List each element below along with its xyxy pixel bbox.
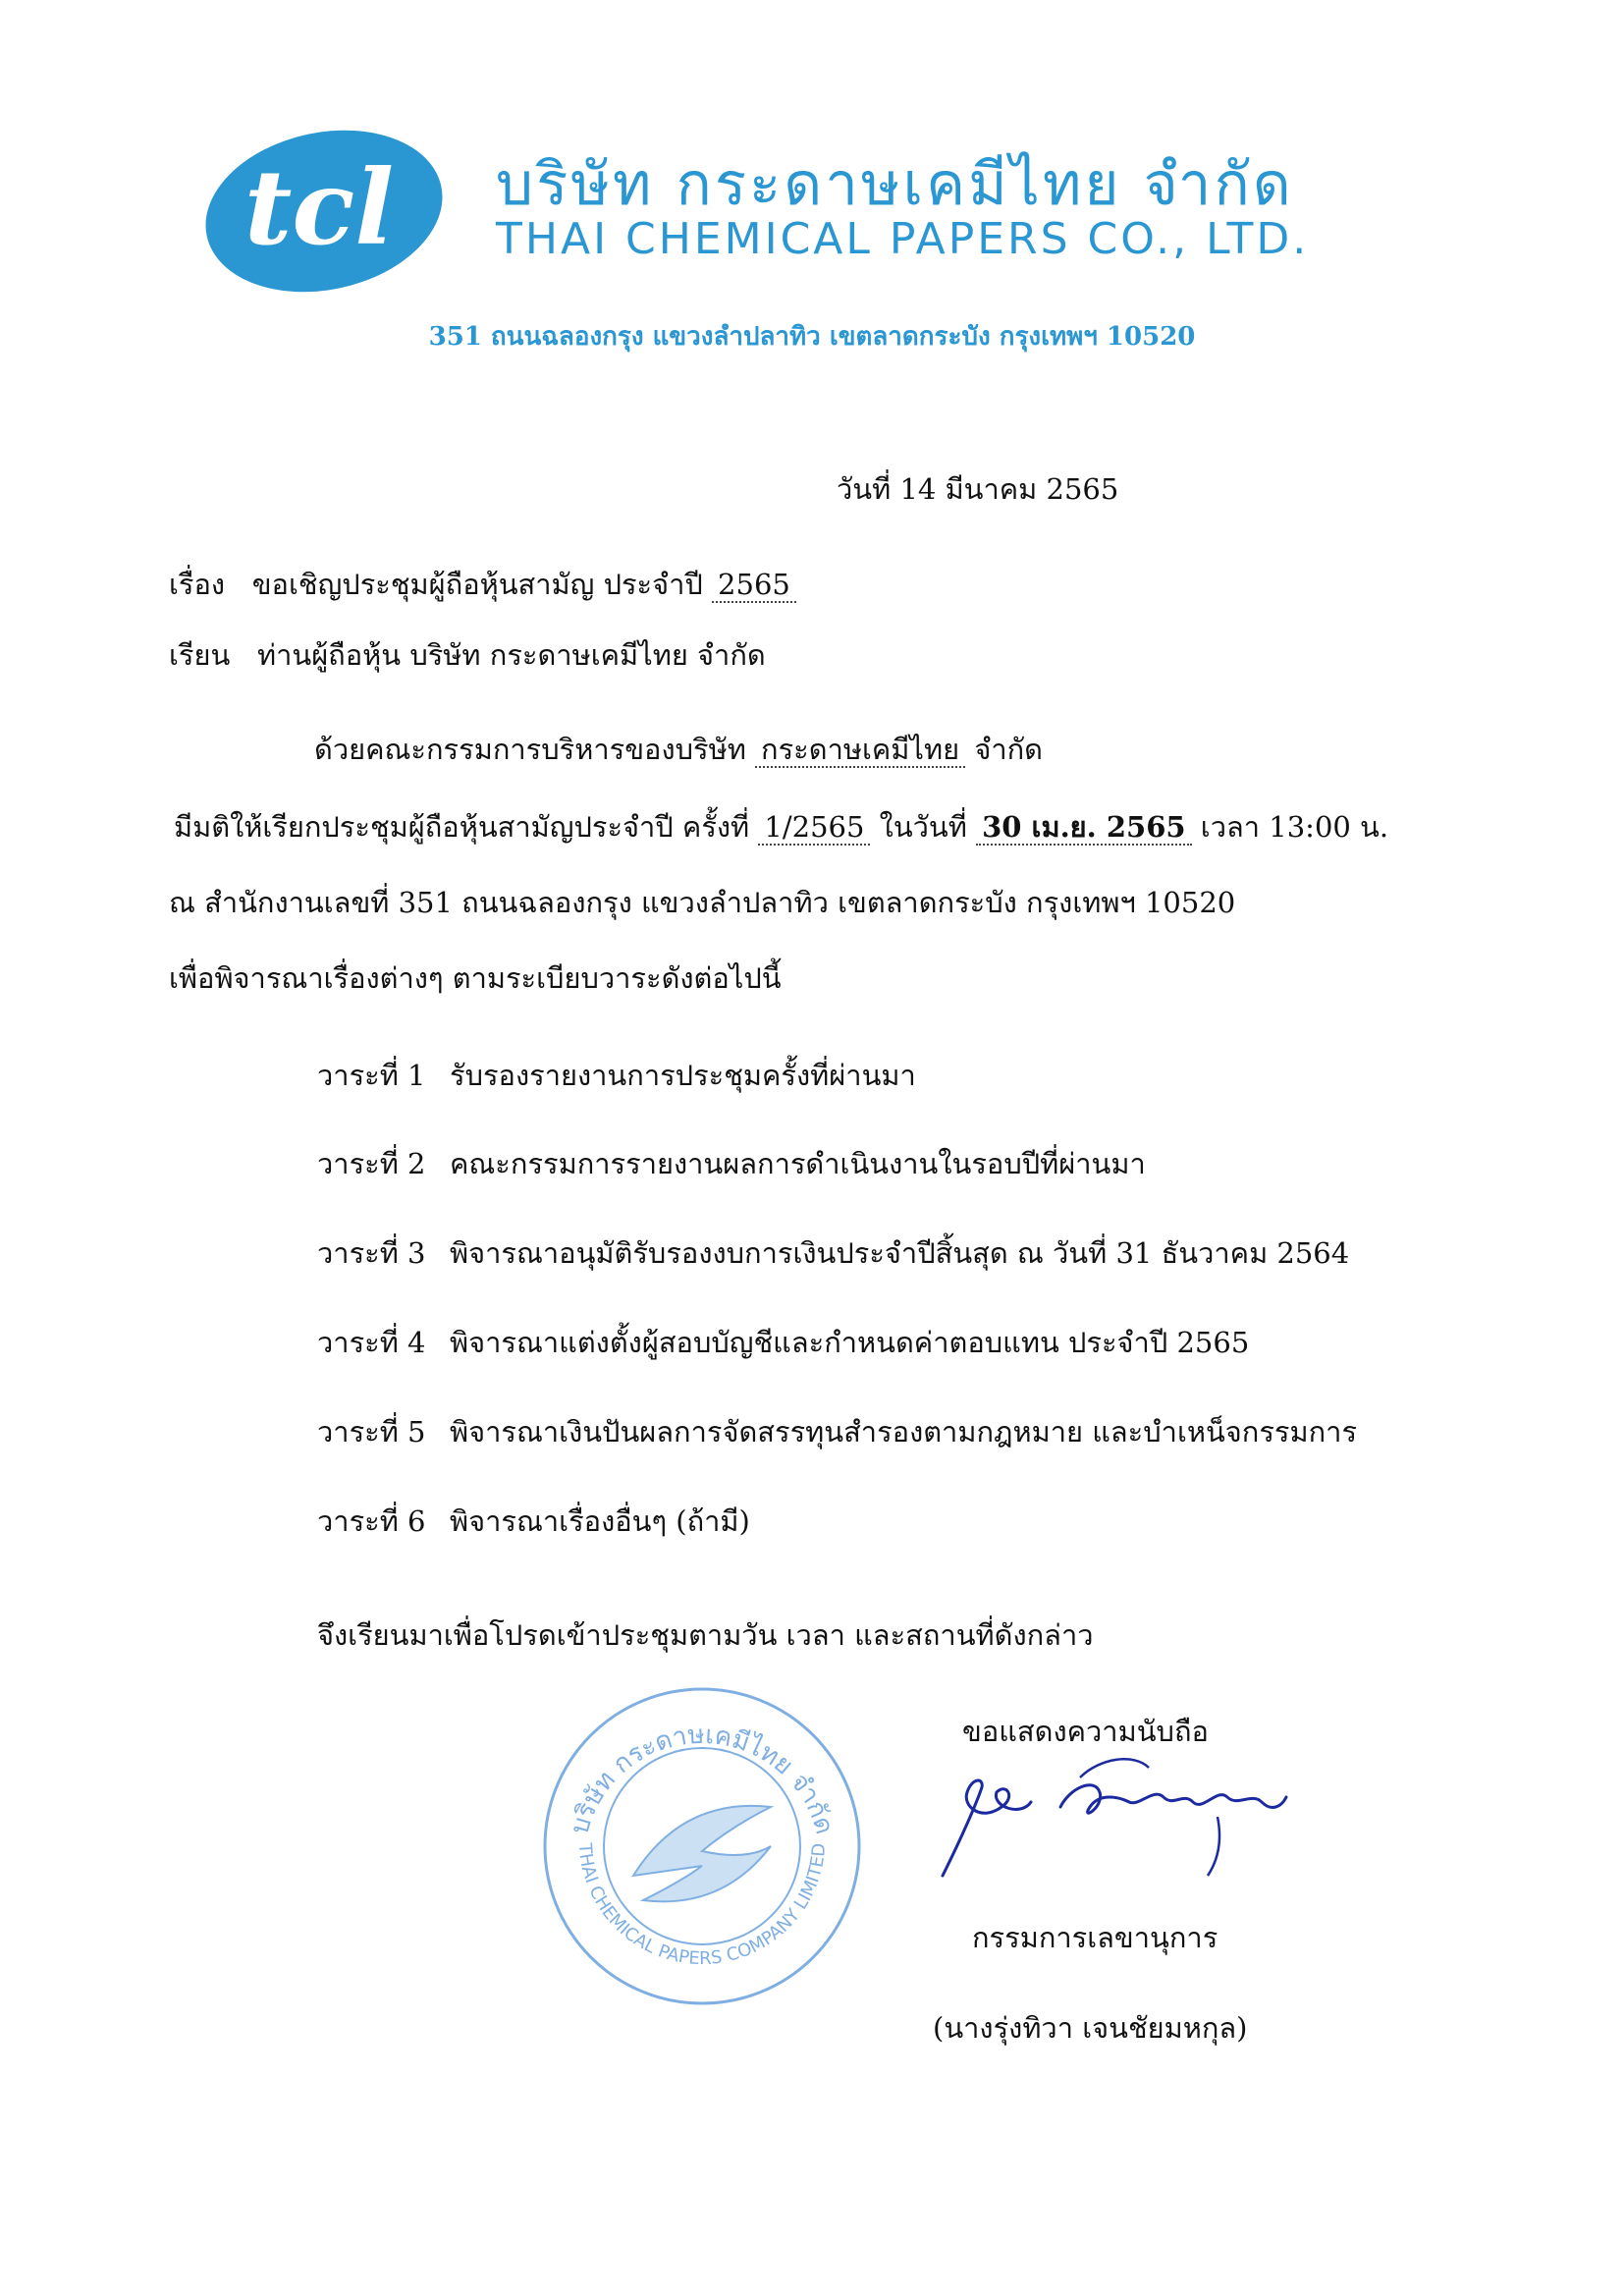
agenda-number: วาระที่ 2 bbox=[317, 1147, 426, 1180]
agenda-item bbox=[317, 1238, 1349, 1270]
seal-text-english: THAI CHEMICAL PAPERS COMPANY LIMITED bbox=[573, 1842, 831, 1970]
agenda-number: วาระที่ 5 bbox=[317, 1415, 426, 1449]
body-p1-suffix: จำกัด bbox=[974, 733, 1044, 766]
agenda-text: คณะกรรมการรายงานผลการดำเนินงานในรอบปีที่ผ่านมา bbox=[450, 1147, 1146, 1180]
company-logo bbox=[201, 128, 447, 295]
company-seal-stamp bbox=[535, 1679, 869, 2013]
agenda-item bbox=[317, 1328, 1249, 1359]
agenda-text: พิจารณาเรื่องอื่นๆ (ถ้ามี) bbox=[450, 1504, 750, 1538]
body-paragraph-2 bbox=[174, 812, 1388, 844]
meeting-date: 30 เม.ย. 2565 bbox=[976, 810, 1191, 846]
subject-line bbox=[169, 570, 796, 601]
recipient-line bbox=[169, 640, 766, 672]
agenda-item bbox=[317, 1149, 1146, 1180]
company-name-thai: บริษัท กระดาษเคมีไทย จำกัด bbox=[496, 150, 1294, 219]
signer-name: (นางรุ่งทิวา เจนชัยมหกุล) bbox=[933, 2011, 1248, 2045]
subject-text: ขอเชิญประชุมผู้ถือหุ้นสามัญ ประจำปี bbox=[251, 568, 703, 601]
agenda-item bbox=[317, 1506, 750, 1538]
body-paragraph-3: ณ สำนักงานเลขที่ 351 ถนนฉลองกรุง แขวงลำปลาทิว เขตลาดกระบัง กรุงเทพฯ 10520 bbox=[169, 886, 1236, 919]
body-paragraph-4: เพื่อพิจารณาเรื่องต่างๆ ตามระเบียบวาระดังต่อไปนี้ bbox=[169, 961, 782, 995]
company-name-english: THAI CHEMICAL PAPERS CO., LTD. bbox=[496, 214, 1310, 264]
agenda-text: พิจารณาเงินปันผลการจัดสรรทุนสำรองตามกฎหมาย และบำเหน็จกรรมการ bbox=[450, 1415, 1358, 1449]
signer-title: กรรมการเลขานุการ bbox=[972, 1921, 1218, 1954]
signature bbox=[923, 1748, 1306, 1895]
company-address: 351 ถนนฉลองกรุง แขวงลำปลาทิว เขตลาดกระบัง กรุงเทพฯ 10520 bbox=[428, 322, 1196, 352]
logo-text: tcl bbox=[244, 146, 395, 268]
agenda-text: รับรองรายงานการประชุมครั้งที่ผ่านมา bbox=[450, 1059, 916, 1092]
agenda-item bbox=[317, 1061, 916, 1092]
subject-year: 2565 bbox=[712, 568, 796, 603]
body-p1-prefix: ด้วยคณะกรรมการบริหารของบริษัท bbox=[314, 733, 746, 766]
meeting-number: 1/2565 bbox=[758, 810, 870, 846]
recipient-text: ท่านผู้ถือหุ้น บริษัท กระดาษเคมีไทย จำกัด bbox=[256, 638, 766, 672]
agenda-text: พิจารณาอนุมัติรับรองงบการเงินประจำปีสิ้นสุด ณ วันที่ 31 ธันวาคม 2564 bbox=[450, 1236, 1350, 1270]
agenda-number: วาระที่ 6 bbox=[317, 1504, 426, 1538]
recipient-label: เรียน bbox=[169, 638, 231, 672]
body-p1-company: กระดาษเคมีไทย bbox=[755, 733, 965, 768]
subject-label: เรื่อง bbox=[169, 568, 226, 601]
agenda-item bbox=[317, 1417, 1357, 1449]
meeting-time: เวลา 13:00 น. bbox=[1200, 810, 1389, 844]
body-p2-text: มีมติให้เรียกประชุมผู้ถือหุ้นสามัญประจำปี ครั้งที่ bbox=[174, 810, 750, 844]
closing-text: จึงเรียนมาเพื่อโปรดเข้าประชุมตามวัน เวลา และสถานที่ดังกล่าว bbox=[317, 1618, 1094, 1652]
body-p2-on-date: ในวันที่ bbox=[879, 810, 967, 844]
agenda-text: พิจารณาแต่งตั้งผู้สอบบัญชีและกำหนดค่าตอบแทน ประจำปี 2565 bbox=[450, 1326, 1250, 1359]
agenda-number: วาระที่ 1 bbox=[317, 1059, 426, 1092]
agenda-number: วาระที่ 3 bbox=[317, 1236, 426, 1270]
body-paragraph-1 bbox=[314, 735, 1043, 766]
letter-date: วันที่ 14 มีนาคม 2565 bbox=[837, 472, 1119, 506]
seal-text-thai: บริษัท กระดาษเคมีไทย จำกัด bbox=[565, 1720, 839, 1838]
agenda-number: วาระที่ 4 bbox=[317, 1326, 426, 1359]
regards-text: ขอแสดงความนับถือ bbox=[962, 1715, 1209, 1748]
